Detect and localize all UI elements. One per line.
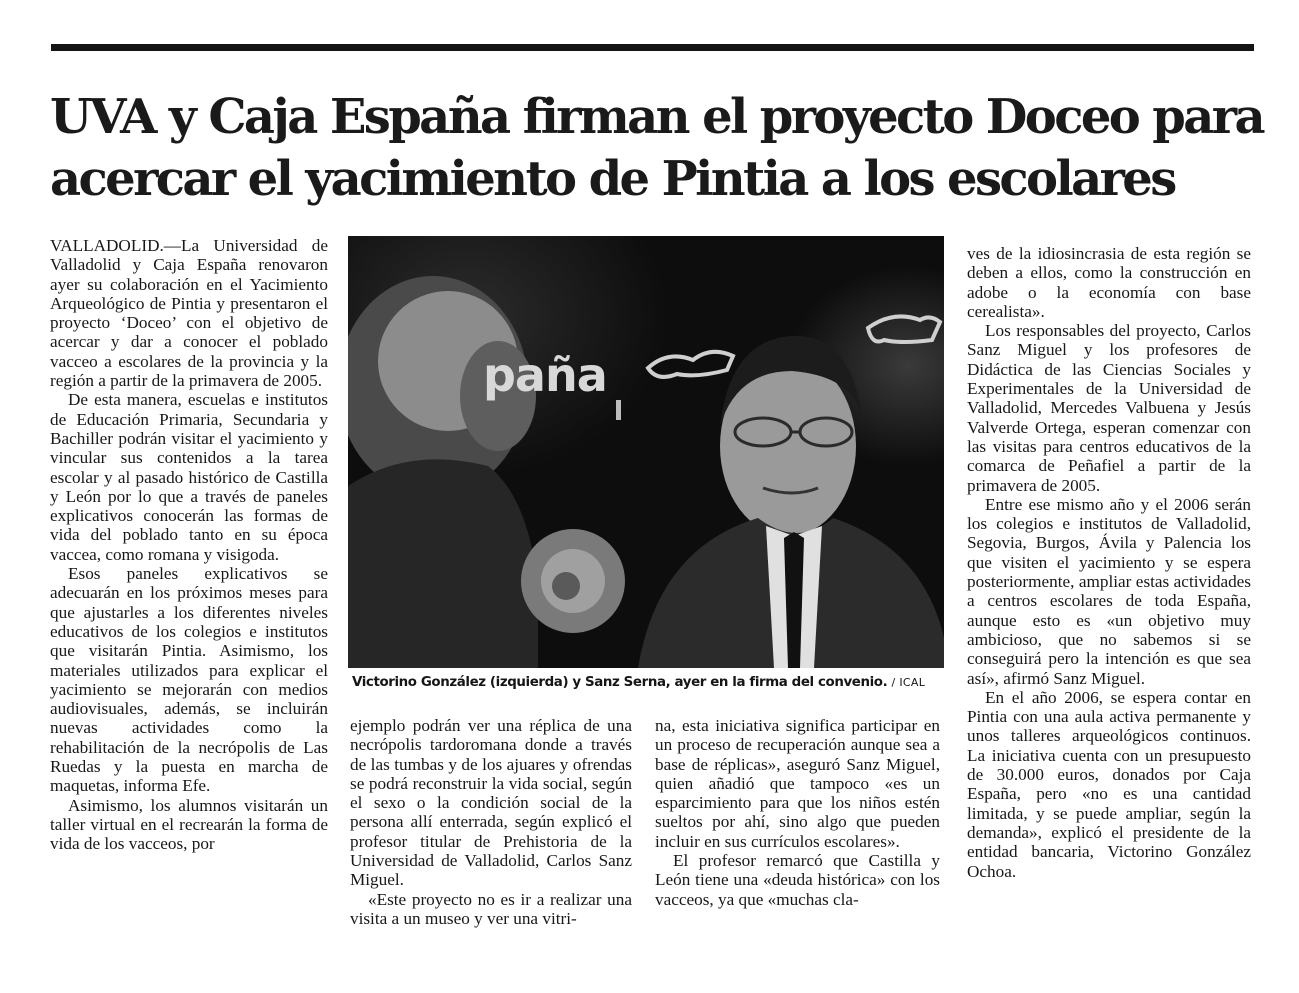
paragraph: Los responsables del proyecto, Carlos Sanz Miguel y los profesores de Didáctica de las Ciencias Sociales y Experimentales de la Universidad de Valladolid, Mercedes Valbuena y Jesús Valverde Ortega, esperan comenzar con las visitas para centros educativos de la comarca de Peñafiel a partir de la primavera de 2005.	[967, 321, 1251, 495]
paragraph: «Este proyecto no es ir a realizar una visita a un museo y ver una vitri-	[350, 889, 632, 928]
headline	[50, 86, 1270, 210]
paragraph: En el año 2006, se espera contar en Pintia con una aula activa permanente y unos talleres arqueológicos continuos. La iniciativa cuenta con un presupuesto de 30.000 euros, donados por Caja España, pero «no es una cantidad limitada, y se puede ampliar, según la demanda», explicó el presidente de la entidad bancaria, Victorino González Ochoa.	[967, 687, 1251, 881]
paragraph: ves de la idiosincrasia de esta región se deben a ellos, como la construcción en adobe o la economía con base cerealista».	[967, 244, 1251, 321]
caption-text: Victorino González (izquierda) y Sanz Serna, ayer en la firma del convenio.	[352, 675, 888, 690]
paragraph: Esos paneles explicativos se adecuarán en los próximos meses para que ajustarles a los diferentes niveles educativos de los colegios e institutos que visitarán Pintia. Asimismo, los materiales utilizados para explicar el yacimiento se mejorarán con medios audiovisuales, además, se incluirán nuevas actividades como la rehabilitación de la necrópolis de Las Ruedas y la puesta en marcha de maquetas, informa Efe.	[50, 564, 328, 796]
article-column-2	[350, 716, 632, 928]
headline-line-2: acercar el yacimiento de Pintia a los escolares	[50, 151, 1175, 207]
paragraph: na, esta iniciativa significa participar en un proceso de recuperación aunque sea a base de réplicas», aseguró Sanz Miguel, quien añadió que tampoco «es un esparcimiento para que los niños estén sueltos por ahí, sino algo que pueden incluir en sus currículos escolares».	[655, 716, 940, 851]
headline-line-1: UVA y Caja España firman el proyecto Doceo para	[50, 89, 1263, 145]
news-photo	[348, 236, 944, 668]
photo-credit: / ICAL	[891, 676, 926, 689]
paragraph: Entre ese mismo año y el 2006 serán los colegios e institutos de Valladolid, Segovia, Burgos, Ávila y Palencia los que visiten el yacimiento y se espera posteriormente, ampliar estas actividades a centros escolares de toda España, aunque esto es «un objetivo muy ambicioso, que no sabemos si se conseguirá pero la intención es que sea así», afirmó Sanz Miguel.	[967, 494, 1251, 688]
paragraph: De esta manera, escuelas e institutos de Educación Primaria, Secundaria y Bachiller podrán visitar el yacimiento y vincular sus contenidos a la tarea escolar y al pasado histórico de Castilla y León por lo que a través de paneles explicativos conocerán las formas de vida del poblado tanto en su época vaccea, como romana y visigoda.	[50, 390, 328, 564]
top-rule	[51, 44, 1254, 51]
paragraph: Asimismo, los alumnos visitarán un taller virtual en el recrearán la forma de vida de los vacceos, por	[50, 795, 328, 854]
bank-logo-text: paña	[483, 348, 607, 402]
paragraph: VALLADOLID.—La Universidad de Valladolid y Caja España renovaron ayer su colaboración en el Yacimiento Arqueológico de Pintia y presentaron el proyecto ‘Doceo’ con el objetivo de acercar y dar a conocer el poblado vacceo a escolares de la provincia y la región a partir de la primavera de 2005.	[50, 236, 328, 391]
article-column-1	[50, 236, 328, 854]
paragraph: El profesor remarcó que Castilla y León tiene una «deuda histórica» con los vacceos, ya que «muchas cla-	[655, 851, 940, 909]
article-column-3	[655, 716, 940, 909]
article-column-4	[967, 244, 1251, 881]
paragraph: ejemplo podrán ver una réplica de una necrópolis tardoromana donde a través de las tumbas y de los ajuares y ofrendas se podrá reconstruir la vida social, según el sexo o la condición social de la persona allí enterrada, según explicó el profesor titular de Prehistoria de la Universidad de Valladolid, Carlos Sanz Miguel.	[350, 716, 632, 890]
photo-illustration	[348, 236, 944, 668]
photo-caption	[352, 675, 952, 690]
